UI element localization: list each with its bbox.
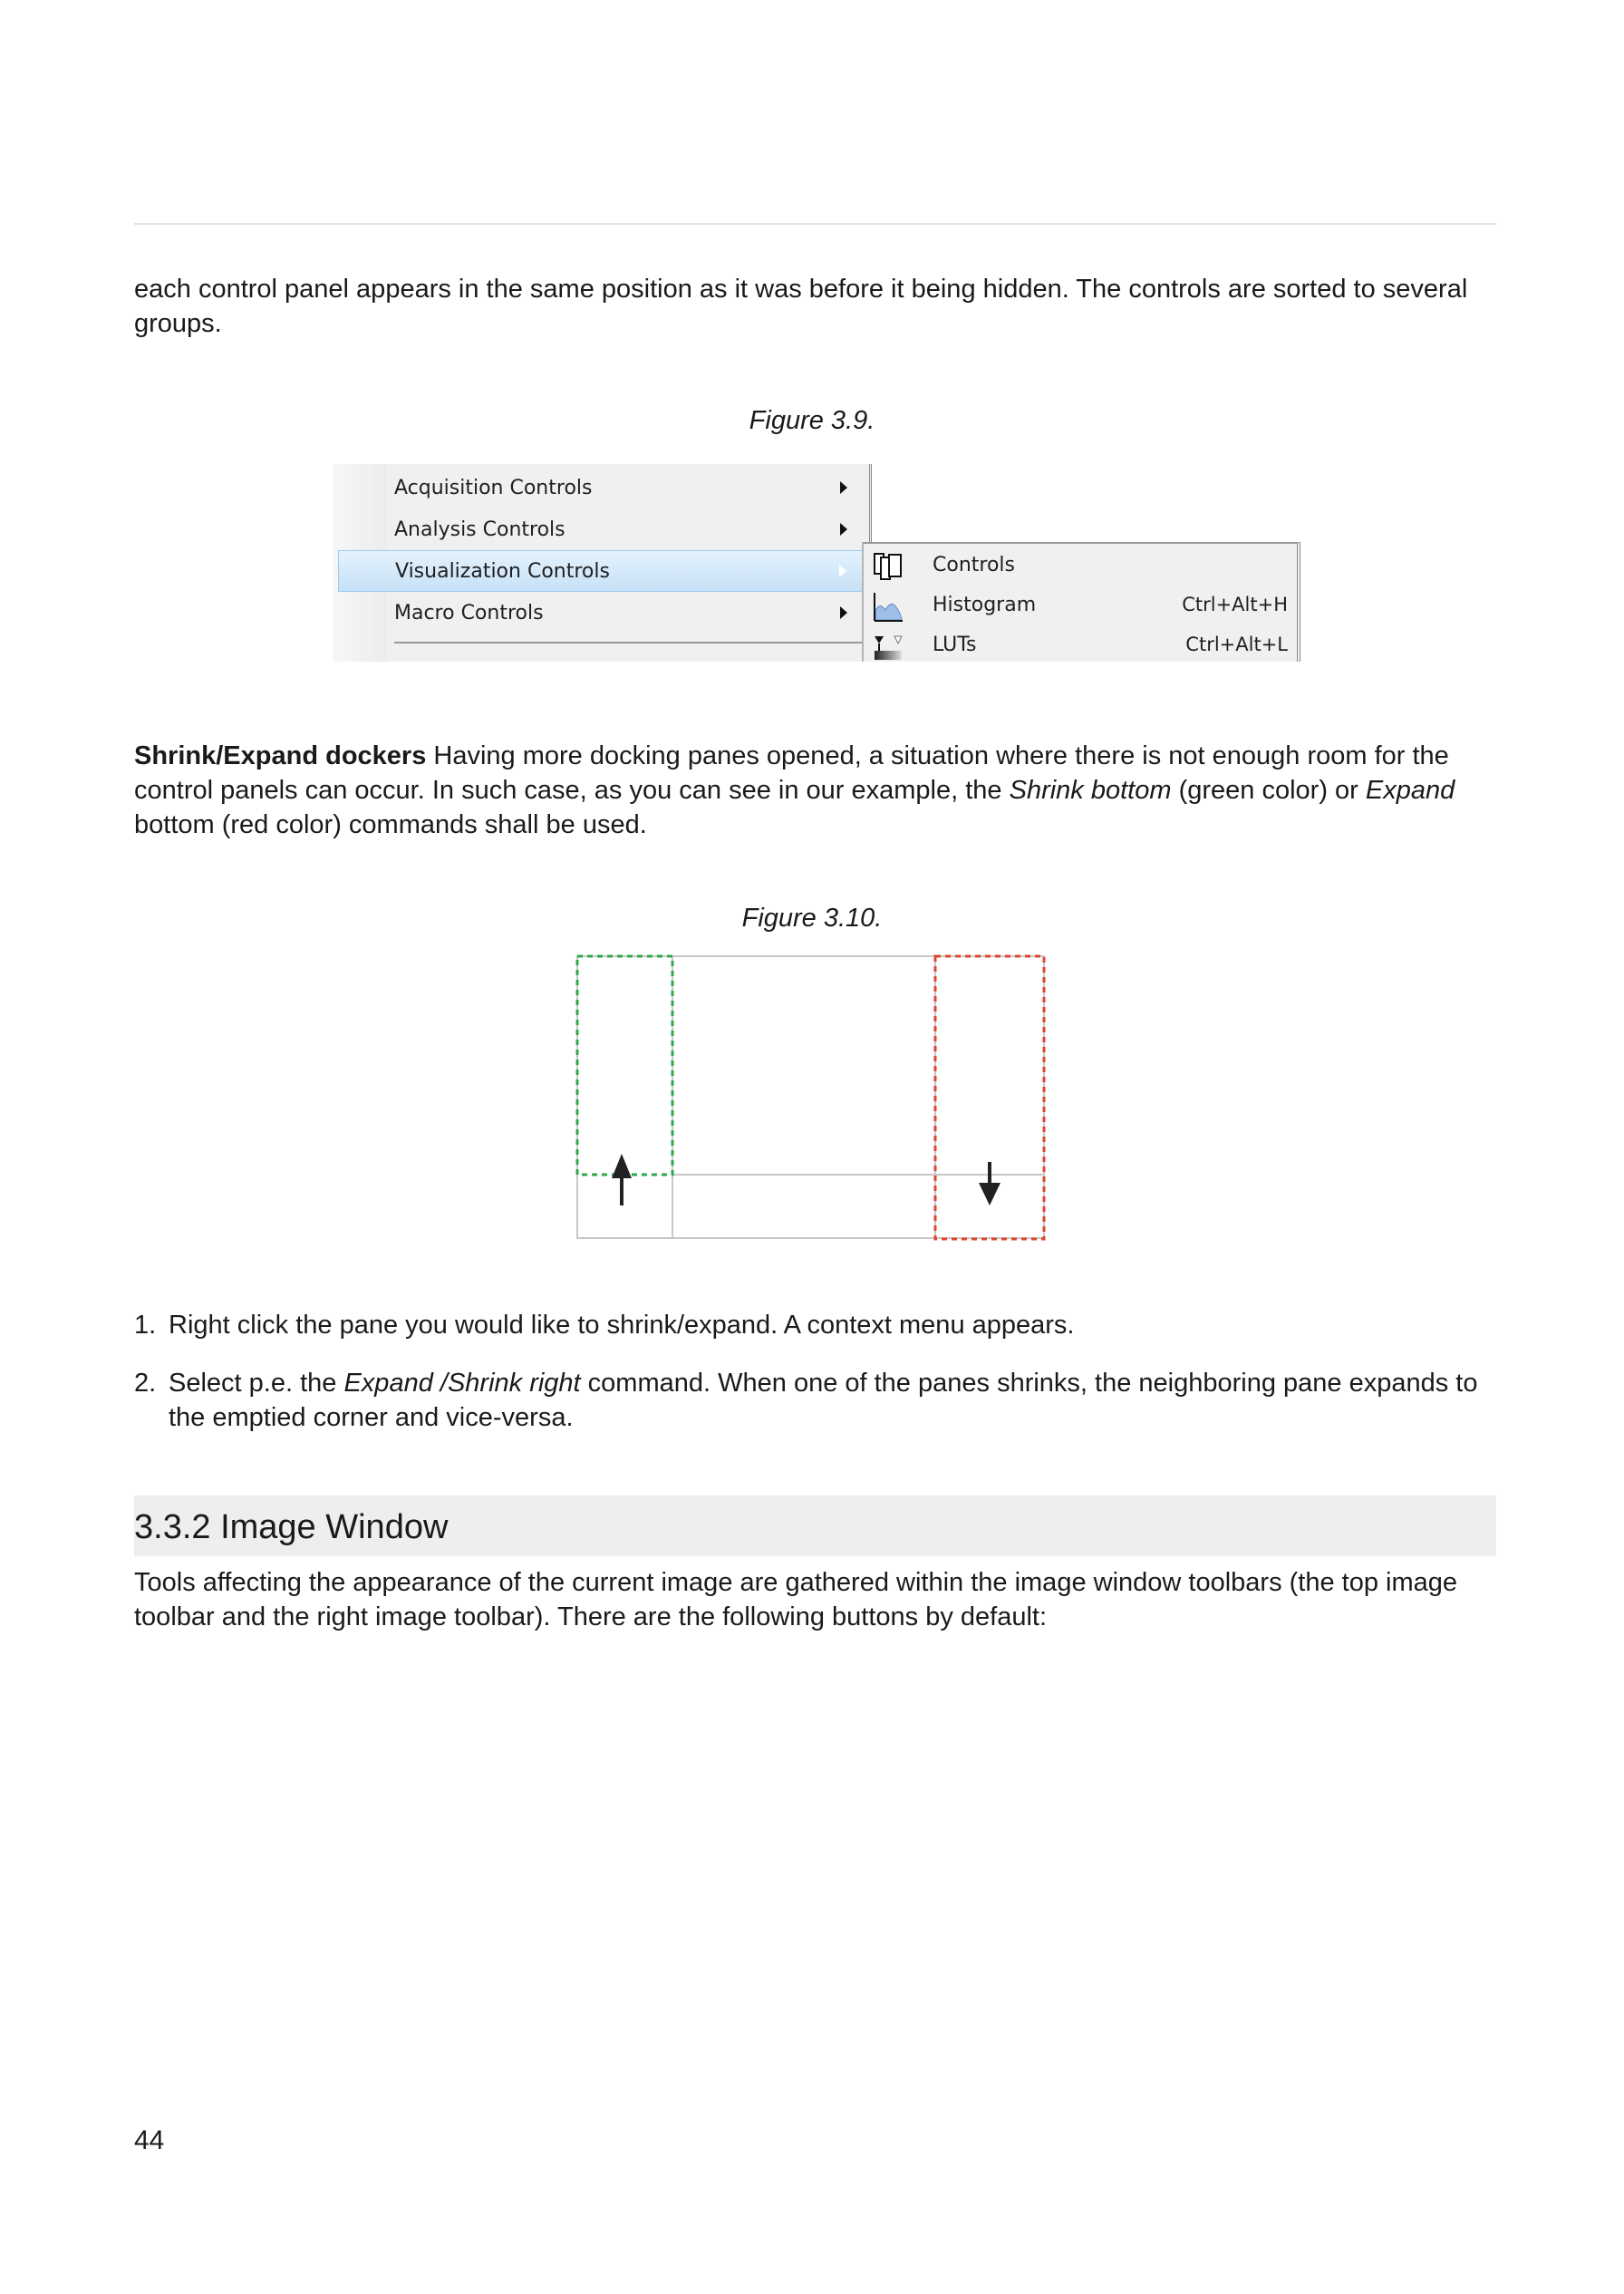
shrink-bottom-region (577, 956, 672, 1175)
down-arrow-icon (979, 1162, 1000, 1205)
menu-separator (394, 642, 864, 644)
paragraph-text: Having more docking panes opened, a situation where there is not enough room for the control panels can occur. In such case, as you can see in our example, the (134, 741, 1449, 805)
step-number: 2. (134, 1369, 157, 1398)
submenu-arrow-icon (840, 523, 847, 536)
figure-3-10-caption: Figure 3.10. (741, 904, 883, 933)
step-text-part: Right click the pane you would like to shrink/expand. A context menu appears. (169, 1311, 1075, 1340)
luts-icon (873, 631, 904, 662)
emphasis-expand-shrink-right: Expand /Shrink right (343, 1369, 581, 1398)
step-text (169, 1366, 1496, 1435)
pane-grid (577, 956, 1044, 1238)
emphasis-shrink-bottom: Shrink bottom (1009, 776, 1172, 805)
step-text (169, 1308, 1496, 1342)
step-number: 1. (134, 1311, 157, 1340)
section-heading-band (134, 1495, 1496, 1556)
up-arrow-icon (612, 1154, 632, 1205)
menu-item-label: Analysis Controls (394, 518, 566, 541)
submenu-item-label: LUTs (933, 634, 977, 656)
controls-panels-icon (873, 551, 904, 582)
menu-item-label: Macro Controls (394, 601, 544, 624)
step-text-part: Select p.e. the (169, 1369, 344, 1398)
menu-item-label: Acquisition Controls (394, 476, 593, 499)
submenu-item-label: Histogram (933, 594, 1037, 616)
header-rule (134, 223, 1496, 225)
menu-item-label: Visualization Controls (395, 559, 610, 583)
menu-item-analysis-controls[interactable] (333, 509, 867, 549)
shortcut-label: Ctrl+Alt+H (1182, 594, 1288, 615)
page-number: 44 (134, 2125, 165, 2155)
shrink-expand-title: Shrink/Expand dockers (134, 741, 427, 770)
paragraph-text: (green color) or (1171, 776, 1366, 805)
figure-3-9-caption: Figure 3.9. (749, 406, 875, 435)
submenu-arrow-icon (839, 565, 846, 577)
menu-item-visualization-controls[interactable] (338, 550, 867, 592)
submenu-item-histogram[interactable] (864, 586, 1297, 625)
section-heading: 3.3.2 Image Window (134, 1508, 449, 1546)
histogram-icon (873, 591, 904, 622)
menu-item-macro-controls[interactable] (333, 593, 867, 633)
submenu-item-controls[interactable] (864, 546, 1297, 586)
intro-paragraph: each control panel appears in the same position as it was before it being hidden. The controls are sorted to several groups. (134, 275, 1468, 338)
step-item-1 (134, 1308, 1496, 1344)
visualization-submenu (862, 542, 1300, 662)
menu-item-acquisition-controls[interactable] (333, 468, 867, 508)
step-item-2 (134, 1366, 1496, 1438)
emphasis-expand: Expand (1365, 776, 1455, 805)
shrink-expand-paragraph (134, 739, 1496, 842)
shortcut-label: Ctrl+Alt+L (1185, 634, 1288, 655)
submenu-item-label: Controls (933, 554, 1015, 576)
submenu-arrow-icon (840, 606, 847, 619)
submenu-item-luts[interactable] (864, 625, 1297, 665)
controls-menu (333, 464, 872, 662)
dock-layout-diagram (571, 952, 1051, 1251)
submenu-arrow-icon (840, 481, 847, 494)
section-paragraph: Tools affecting the appearance of the current image are gathered within the image window toolbars (the top image toolbar and the right image toolbar). There are the following buttons by default: (134, 1568, 1458, 1631)
step-text-part: command. When one of the panes shrinks, the neighboring pane expands to the emptied corner and vice-versa. (169, 1369, 1478, 1432)
paragraph-text: bottom (red color) commands shall be used. (134, 810, 647, 839)
